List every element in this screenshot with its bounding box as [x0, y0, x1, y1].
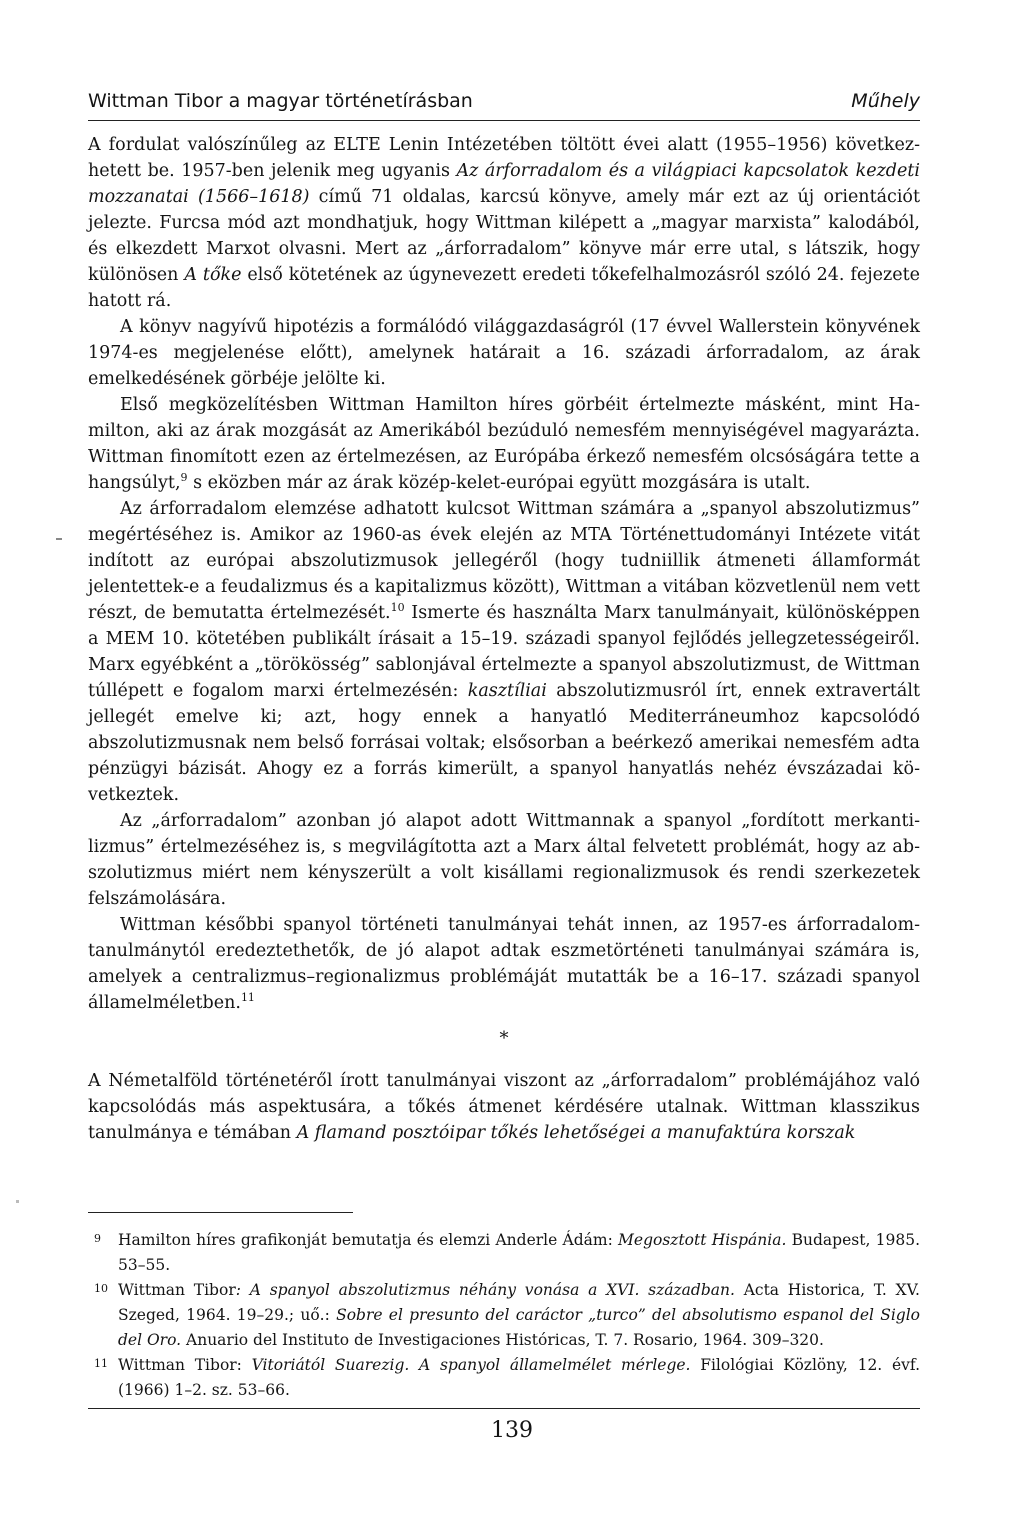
italic-text: Az árforradalom és a világpiaci kapcsolatok kezdeti mozzanatai (1566–1618) — [88, 161, 920, 207]
paragraph — [88, 132, 920, 314]
text-run: első kötetének az úgynevezett eredeti tőkefelhalmozásról szóló 24. fejezete hatott rá. — [88, 265, 920, 311]
footnote-ref: 10 — [390, 601, 405, 615]
scan-speck — [16, 1200, 19, 1203]
italic-text: A tőke — [184, 265, 242, 285]
text-run: Wittman későbbi spanyol történeti tanulmányai tehát innen, az 1957-es árforradalomtanulmánytól eredeztethetők, de jó alapot adtak eszmetörténeti tanulmányai számára is, amelyek a centralizmus–regionalizmus problémáját mutatták be a 16–17. századi spanyol államelméletben. — [88, 915, 920, 1013]
footnote-text — [118, 1356, 920, 1399]
paragraph — [88, 496, 920, 808]
header-rule — [88, 120, 920, 121]
section-separator: * — [499, 1028, 509, 1049]
text-run: A fordulat valószínűleg az ELTE Lenin Intézetében töltött évei alatt (1955–1956) következhetett be. 1957-ben jelenik meg ugyanis — [88, 135, 920, 181]
footnote-ref: 11 — [240, 991, 255, 1005]
text-run: Hamilton híres grafikonját bemutatja és elemzi Anderle Ádám: — [118, 1231, 619, 1249]
italic-text: : A spanyol abszolutizmus néhány vonása a XVI. században. — [235, 1281, 735, 1299]
text-run: Az árforradalom elemzése adhatott kulcsot Wittman számára a „spanyol abszolutizmus” megértéséhez is. Amikor az 1960-as évek elején az MTA Történettudományi Intézete vitát indított az európai abszolutizmusok jellegéről (hogy tudniillik átmeneti államformát jelentettek-e a feudalizmus és a kapitalizmus között), Wittman a vitában közvetlenül nem vett részt, de bemutatta értelmezését. — [88, 499, 920, 623]
paragraph — [88, 392, 920, 496]
italic-text: Megosztott Hispánia. — [618, 1231, 787, 1249]
footnote-number: 11 — [94, 1357, 108, 1370]
bottom-rule — [88, 1408, 920, 1409]
text-run: Anuario del Instituto de Investigaciones Históricas, T. 7. Rosario, 1964. 309–320. — [181, 1331, 824, 1349]
footnote — [88, 1278, 920, 1353]
footnote — [88, 1353, 920, 1403]
text-run: Budapest, 1985. 53–55. — [118, 1231, 920, 1274]
footnote-ref: 9 — [180, 471, 188, 485]
margin-mark — [56, 538, 62, 540]
italic-text: Sobre el presunto del caráctor „turco” del absolutismo espanol del Siglo del Oro. — [118, 1306, 920, 1349]
italic-text: Vitoriától Suarezig. A spanyol államelmélet mérlege. — [251, 1356, 691, 1374]
footnote-text — [118, 1231, 920, 1274]
footnote-text — [118, 1281, 920, 1349]
footnote-number: 9 — [94, 1232, 101, 1245]
text-run: s eközben már az árak közép-kelet-európai együtt mozgására is utalt. — [187, 473, 811, 493]
text-run: A könyv nagyívű hipotézis a formálódó világgazdaságról (17 évvel Wallerstein könyvének 1974-es megjelenése előtt), amelynek határait a 16. századi árforradalom, az árak emelkedésének görbéje jelölte ki. — [88, 317, 920, 389]
text-run: Wittman Tibor — [118, 1281, 236, 1299]
paragraph — [88, 1068, 920, 1146]
page-number: 139 — [491, 1418, 533, 1443]
footnote-rule — [88, 1212, 353, 1213]
italic-text: A flamand posztóipar tőkés lehetőségei a manufaktúra korszak — [296, 1123, 856, 1143]
text-run: Filológiai Közlöny, 12. évf. (1966) 1–2. sz. 53–66. — [118, 1356, 920, 1399]
header-section: Műhely — [851, 90, 920, 112]
text-run: Ismerte és használta Marx tanulmányait, különösképpen a MEM 10. kötetében publikált írásait a 15–19. századi spanyol fejlődés jellegzetességeiről. Marx egyébként a „törökösség” sablonjával értelmezte a spanyol abszolutizmust, de Wittman túllépett e fogalom marxi értelmezésén: — [88, 603, 920, 701]
text-run: Acta Historica, T. XV. Szeged, 1964. 19–29.; uő.: — [118, 1281, 920, 1324]
body-text — [88, 132, 920, 1146]
italic-text: kasztíliai — [467, 681, 547, 701]
running-header — [88, 90, 920, 120]
footnotes — [88, 1228, 920, 1403]
footnote-number: 10 — [94, 1282, 108, 1295]
text-run: című 71 oldalas, karcsú könyve, amely már ezt az új orientációt jelezte. Furcsa mód azt mondhatjuk, hogy Wittman kilépett a „magyar marxista” kalodából, és elkezdett Marxot olvasni. Mert az „árforradalom” könyve már erre utal, s látszik, hogy különösen — [88, 187, 921, 285]
text-run: A Németalföld történetéről írott tanulmányai viszont az „árforradalom” problémájához való kapcsolódás más aspektusára, a tőkés átmenet kérdésére utalnak. Wittman klasszikus tanulmánya e témában — [88, 1071, 920, 1143]
header-title: Wittman Tibor a magyar történetírásban — [88, 90, 473, 112]
footnote — [88, 1228, 920, 1278]
text-run: Az „árforradalom” azonban jó alapot adott Wittmannak a spanyol „fordított merkantilizmus” értelmezéséhez is, s megvilágította azt a Marx által felvetett problémát, hogy az abszolutizmus miért nem kényszerült a volt kisállami regionalizmusok és rendi szerkezetek felszámolására. — [88, 811, 920, 909]
paragraph — [88, 314, 920, 392]
paragraph — [88, 808, 920, 912]
text-run: Első megközelítésben Wittman Hamilton híres görbéit értelmezte másként, mint Hamilton, aki az árak mozgását az Amerikából bezúduló nemesfém mennyiségével magyarázta. Wittman finomított ezen az értelmezésen, az Európába érkező nemesfém olcsóságára tette a hangsúlyt, — [88, 395, 920, 493]
paragraph — [88, 912, 920, 1016]
text-run: abszolutizmusról írt, ennek extravertált jellegét emelve ki; azt, hogy ennek a hanyatló Mediterráneumhoz kapcsolódó abszolutizmusnak nem belső forrásai voltak; elsősorban a beérkező amerikai nemesfém adta pénzügyi bázisát. Ahogy ez a forrás kimerült, a spanyol hanyatlás nehéz évszázadai következtek. — [88, 681, 920, 805]
text-run: Wittman Tibor: — [118, 1356, 252, 1374]
